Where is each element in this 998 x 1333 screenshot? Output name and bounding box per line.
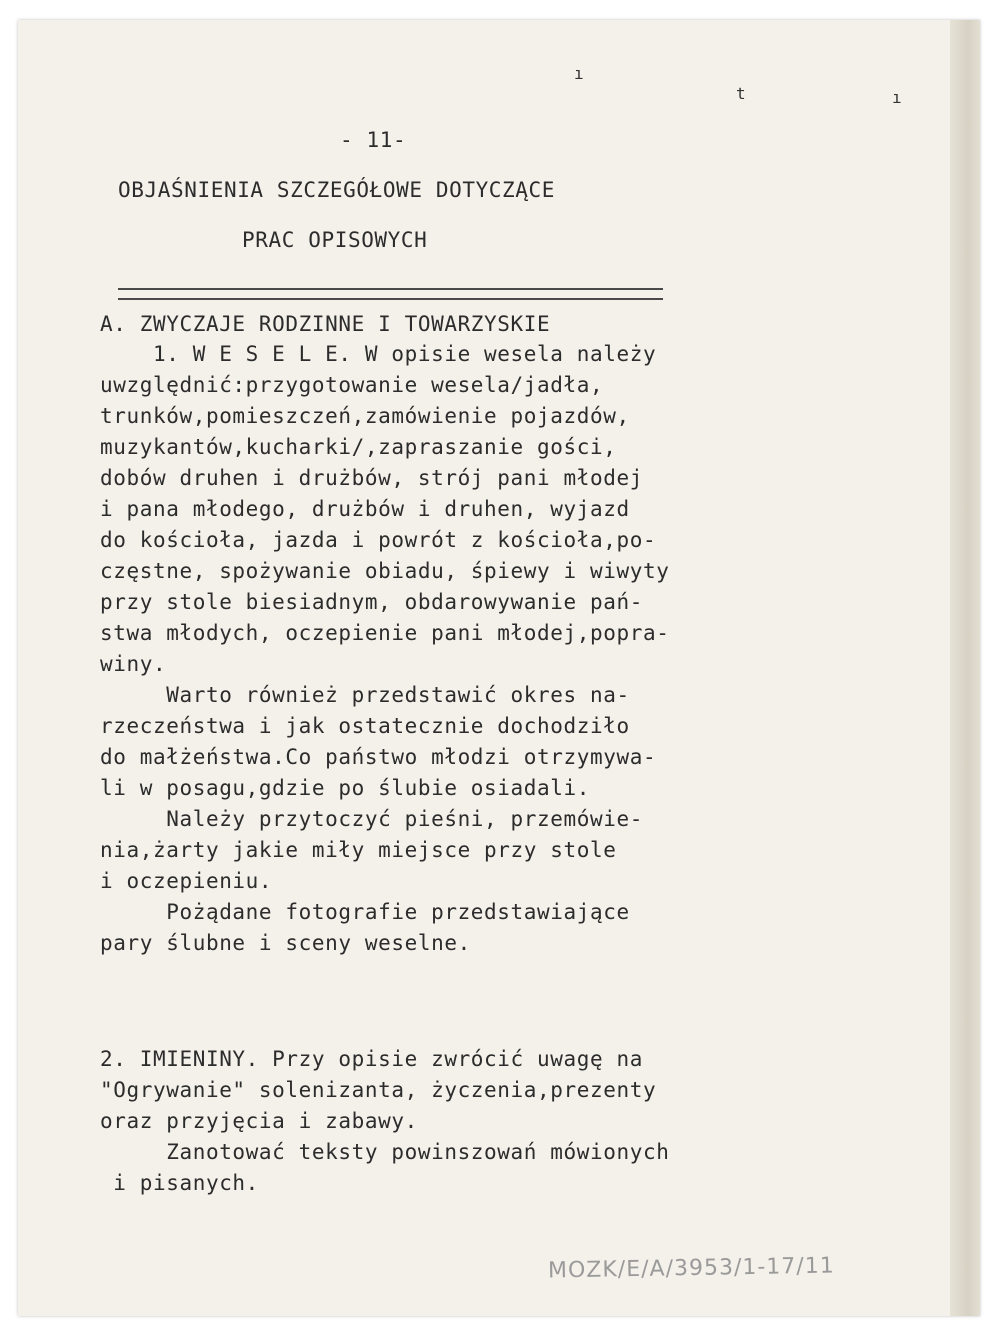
text-line: dobów druhen i drużbów, strój pani młodej [100, 466, 643, 490]
text-line: i pana młodego, drużbów i druhen, wyjazd [100, 497, 630, 521]
text-line: li w posagu,gdzie po ślubie osiadali. [100, 776, 590, 800]
text-line: "Ogrywanie" solenizanta, życzenia,prezenty [100, 1078, 657, 1102]
text-line: Warto również przedstawić okres na- [100, 683, 630, 707]
text-line: 1. W E S E L E. W opisie wesela należy [100, 342, 657, 366]
text-line: i pisanych. [100, 1171, 259, 1195]
ink-mark: ı [892, 88, 902, 107]
text-line: uwzględnić:przygotowanie wesela/jadła, [100, 373, 604, 397]
document-page [18, 20, 980, 1316]
title-line-1: OBJAŚNIENIA SZCZEGÓŁOWE DOTYCZĄCE [118, 178, 556, 202]
text-line: przy stole biesiadnym, obdarowywanie pań- [100, 590, 643, 614]
archive-stamp: MOZK/E/A/3953/1-17/11 [547, 1253, 835, 1284]
text-line: 2. IMIENINY. Przy opisie zwrócić uwagę na [100, 1047, 643, 1071]
text-line: i oczepieniu. [100, 869, 273, 893]
title-line-2: PRAC OPISOWYCH [242, 228, 428, 252]
text-line: pary ślubne i sceny weselne. [100, 931, 471, 955]
ink-mark: t [736, 84, 746, 103]
text-line: muzykantów,kucharki/,zapraszanie gości, [100, 435, 617, 459]
page-number: - 11- [340, 128, 407, 152]
text-line: rzeczeństwa i jak ostatecznie dochodziło [100, 714, 630, 738]
text-line: nia,żarty jakie miły miejsce przy stole [100, 838, 617, 862]
text-line: winy. [100, 652, 167, 676]
text-line: Pożądane fotografie przedstawiające [100, 900, 630, 924]
text-line: Należy przytoczyć pieśni, przemówie- [100, 807, 643, 831]
text-line: częstne, spożywanie obiadu, śpiewy i wiwyty [100, 559, 670, 583]
section-heading: A. ZWYCZAJE RODZINNE I TOWARZYSKIE [100, 312, 551, 336]
text-line: oraz przyjęcia i zabawy. [100, 1109, 418, 1133]
text-line: trunków,pomieszczeń,zamówienie pojazdów, [100, 404, 630, 428]
text-line: do małżeństwa.Co państwo młodzi otrzymywa- [100, 745, 657, 769]
double-rule-divider [118, 288, 663, 300]
text-line: do kościoła, jazda i powrót z kościoła,po- [100, 528, 657, 552]
text-line: Zanotować teksty powinszowań mówionych [100, 1140, 670, 1164]
ink-mark: ı [574, 64, 584, 83]
page-binding-edge [950, 20, 980, 1316]
text-line: stwa młodych, oczepienie pani młodej,popra- [100, 621, 670, 645]
